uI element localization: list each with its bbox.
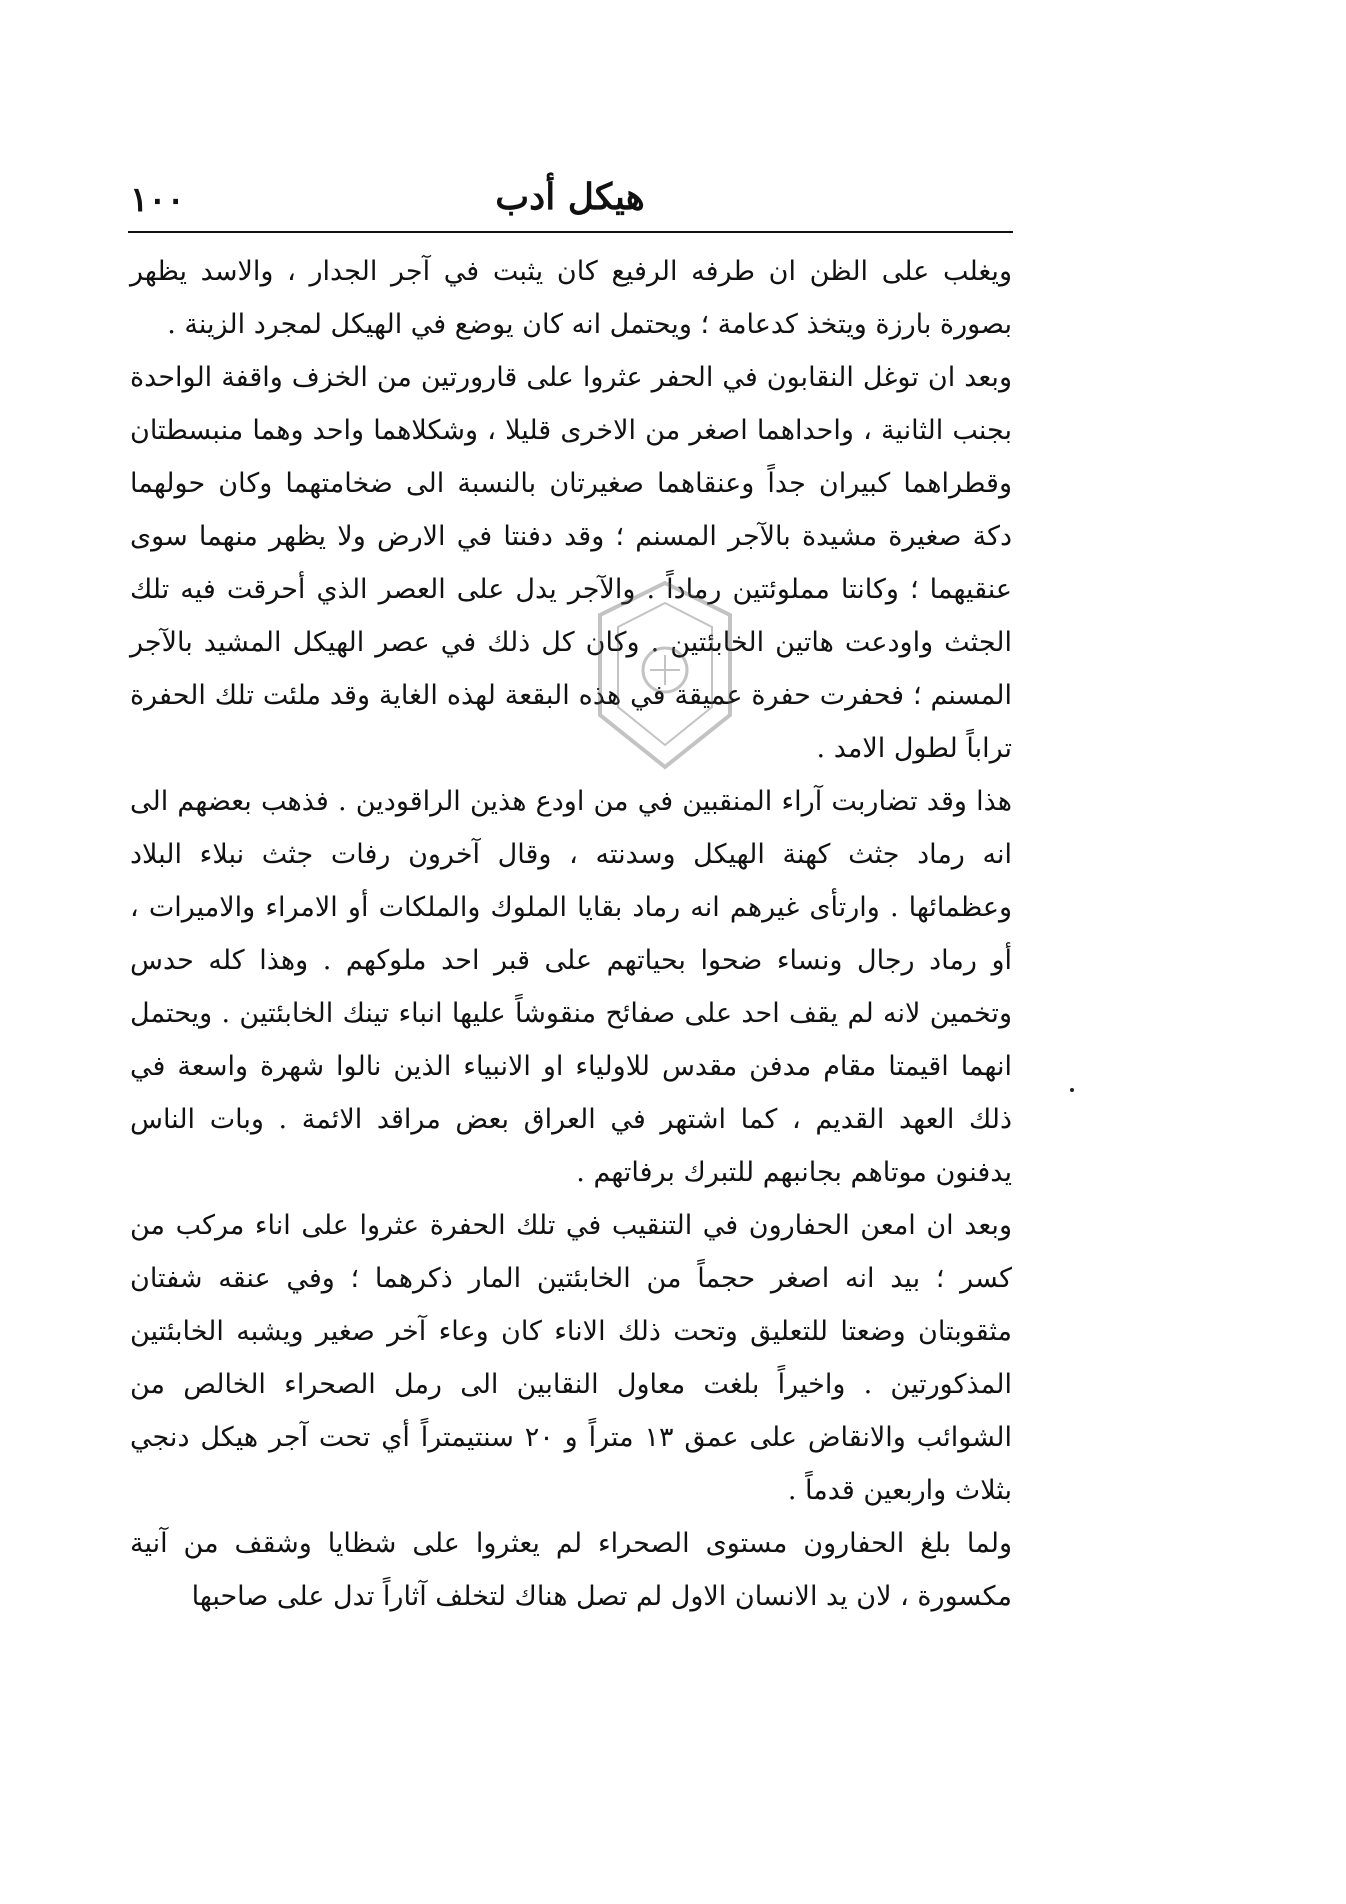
body-text [130,245,1012,1623]
page-number: ١٠٠ [130,180,185,220]
paragraph-5: ولما بلغ الحفارون مستوى الصحراء لم يعثروا على شظايا وشقف من آنية مكسورة ، لان يد الانسان الاول لم تصل هناك لتخلف آثاراً تدل على صاحبها [130,1528,1012,1612]
paragraph-1: ويغلب على الظن ان طرفه الرفيع كان يثبت في آجر الجدار ، والاسد يظهر بصورة بارزة ويتخذ كدعامة ؛ ويحتمل انه كان يوضع في الهيكل لمجرد الزينة . [130,256,1012,340]
page-header [130,172,1010,228]
running-title: هيكل أدب [495,176,645,218]
paragraph-3: هذا وقد تضاربت آراء المنقبين في من اودع هذين الراقودين . فذهب بعضهم الى انه رماد جثث كهنة الهيكل وسدنته ، وقال آخرون رفات جثث نبلاء البلاد وعظمائها . وارتأى غيرهم انه رماد بقايا الملوك والملكات أو الامراء والاميرات ، أو رماد رجال ونساء ضحوا بحياتهم على قبر احد ملوكهم . وهذا كله حدس وتخمين لانه لم يقف احد على صفائح منقوشاً عليها انباء تينك الخابئتين . ويحتمل انهما اقيمتا مقام مدفن مقدس للاولياء او الانبياء الذين نالوا شهرة واسعة في ذلك العهد القديم ، كما اشتهر في العراق بعض مراقد الائمة . وبات الناس يدفنون موتاهم بجانبهم للتبرك برفاتهم . [130,786,1012,1188]
library-seal-watermark [580,575,750,775]
paragraph-2: وبعد ان توغل النقابون في الحفر عثروا على قارورتين من الخزف واقفة الواحدة بجنب الثانية ، واحداهما اصغر من الاخرى قليلا ، وشكلاهما واحد وهما منبسطتان وقطراهما كبيران جداً وعنقاهما صغيرتان بالنسبة الى ضخامتهما وكان حولهما دكة صغيرة مشيدة بالآجر المسنم ؛ وقد دفنتا في الارض ولا يظهر منهما سوى عنقيهما ؛ وكانتا مملوئتين رماداً . والآجر يدل على العصر الذي أحرقت فيه تلك الجثث واودعت هاتين الخابئتين . وكان كل ذلك في عصر الهيكل المشيد بالآجر المسنم ؛ فحفرت حفرة عميقة في هذه البقعة لهذه الغاية وقد ملئت تلك الحفرة تراباً لطول الامد . [130,362,1012,764]
header-rule [128,231,1013,233]
paragraph-4: وبعد ان امعن الحفارون في التنقيب في تلك الحفرة عثروا على اناء مركب من كسر ؛ بيد انه اصغر حجماً من الخابئتين المار ذكرهما ؛ وفي عنقه شفتان مثقوبتان وضعتا للتعليق وتحت ذلك الاناء كان وعاء آخر صغير ويشبه الخابئتين المذكورتين . واخيراً بلغت معاول النقابين الى رمل الصحراء الخالص من الشوائب والانقاض على عمق ١٣ متراً و ٢٠ سنتيمتراً أي تحت آجر هيكل دنجي بثلاث واربعين قدماً . [130,1210,1012,1506]
margin-speck [1070,1088,1074,1092]
